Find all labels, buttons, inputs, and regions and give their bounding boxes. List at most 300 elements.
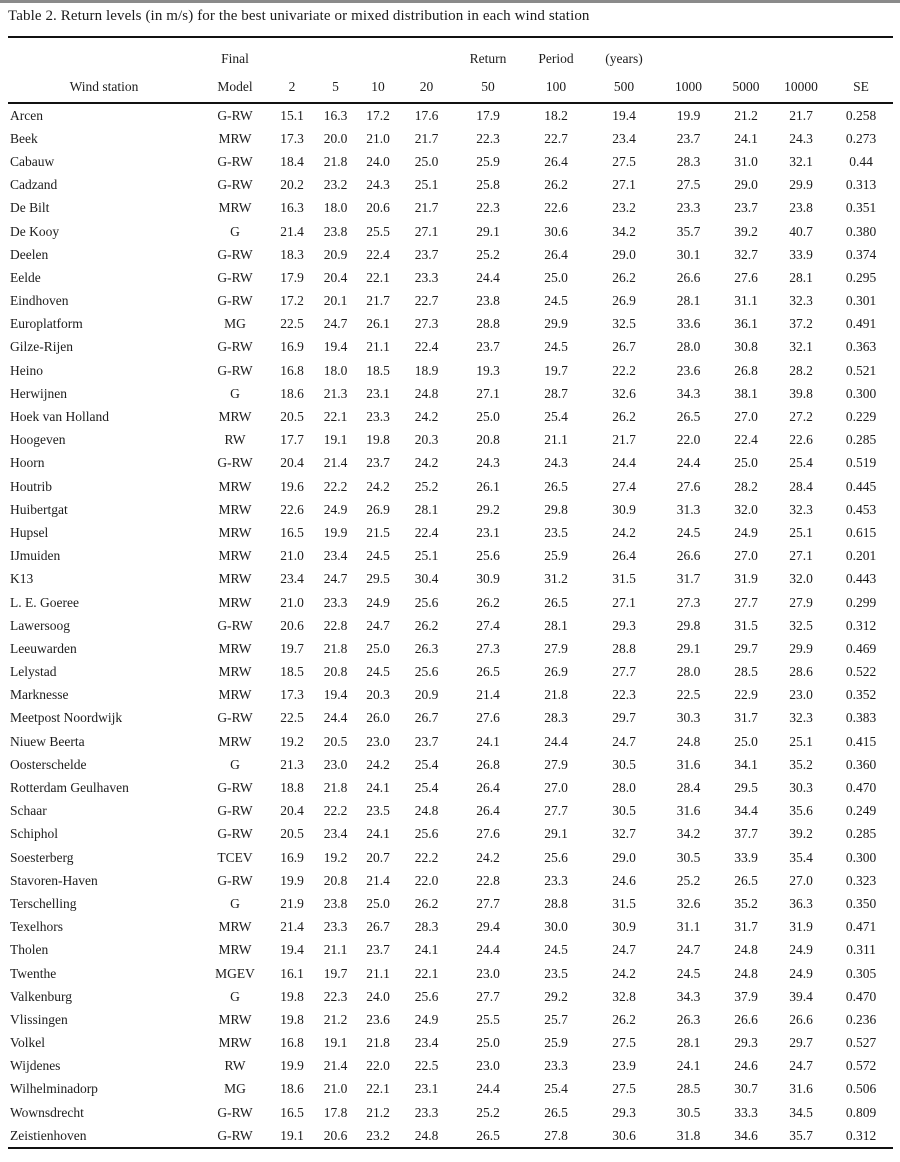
return-level-cell: 26.2 bbox=[612, 269, 636, 285]
se-cell: 0.453 bbox=[845, 501, 877, 517]
return-level-cell: 19.8 bbox=[280, 1011, 304, 1027]
return-level-cell: 24.7 bbox=[676, 942, 701, 958]
table-row bbox=[8, 1008, 893, 1031]
return-level-cell: 30.3 bbox=[789, 780, 813, 796]
table-row bbox=[8, 1055, 893, 1078]
station-cell: IJmuiden bbox=[10, 548, 61, 564]
return-level-cell: 27.4 bbox=[476, 617, 500, 633]
return-level-cell: 19.4 bbox=[612, 107, 636, 123]
model-cell: MRW bbox=[218, 687, 252, 703]
return-level-cell: 20.9 bbox=[414, 687, 439, 703]
table-row bbox=[8, 266, 893, 289]
return-level-cell: 19.4 bbox=[323, 687, 348, 703]
se-cell: 0.285 bbox=[845, 826, 877, 842]
column-header-wind-station: Wind station bbox=[69, 78, 139, 94]
return-level-cell: 19.4 bbox=[280, 942, 304, 958]
return-level-cell: 23.7 bbox=[676, 130, 701, 146]
return-level-cell: 22.3 bbox=[612, 687, 636, 703]
return-level-cell: 31.5 bbox=[612, 571, 636, 587]
return-level-cell: 18.6 bbox=[280, 385, 304, 401]
station-cell: Europlatform bbox=[10, 316, 83, 332]
return-level-cell: 31.3 bbox=[676, 501, 701, 517]
return-level-cell: 31.1 bbox=[676, 919, 701, 935]
return-level-cell: 31.0 bbox=[734, 153, 758, 169]
return-level-cell: 33.6 bbox=[676, 316, 701, 332]
return-level-cell: 24.8 bbox=[414, 1127, 439, 1143]
return-level-cell: 25.1 bbox=[414, 177, 439, 193]
return-level-cell: 18.9 bbox=[414, 362, 439, 378]
return-level-cell: 27.5 bbox=[612, 1081, 636, 1097]
return-level-cell: 24.7 bbox=[612, 733, 636, 749]
table-row bbox=[8, 290, 893, 313]
return-level-cell: 19.3 bbox=[476, 362, 500, 378]
station-cell: Rotterdam Geulhaven bbox=[10, 780, 129, 796]
return-level-cell: 26.1 bbox=[476, 478, 500, 494]
model-cell: MRW bbox=[218, 640, 252, 656]
return-level-cell: 18.0 bbox=[323, 362, 348, 378]
table-row bbox=[8, 568, 893, 591]
station-cell: Soesterberg bbox=[10, 849, 74, 865]
return-level-cell: 27.3 bbox=[476, 640, 500, 656]
station-cell: De Kooy bbox=[10, 223, 60, 239]
return-level-cell: 22.5 bbox=[414, 1058, 439, 1074]
se-cell: 0.249 bbox=[845, 803, 877, 819]
station-cell: Terschelling bbox=[10, 895, 77, 911]
return-level-cell: 30.9 bbox=[612, 501, 636, 517]
table-row bbox=[8, 174, 893, 197]
model-cell: G-RW bbox=[217, 1104, 253, 1120]
return-level-cell: 22.4 bbox=[734, 432, 758, 448]
table-row bbox=[8, 846, 893, 869]
return-level-cell: 24.6 bbox=[734, 1058, 758, 1074]
se-cell: 0.521 bbox=[845, 362, 877, 378]
return-level-cell: 22.3 bbox=[476, 200, 500, 216]
return-level-cell: 24.8 bbox=[414, 385, 439, 401]
return-level-cell: 25.4 bbox=[544, 409, 568, 425]
return-level-cell: 27.1 bbox=[612, 177, 636, 193]
se-cell: 0.374 bbox=[845, 246, 877, 262]
model-cell: G-RW bbox=[217, 362, 253, 378]
model-cell: MRW bbox=[218, 571, 252, 587]
return-level-cell: 36.1 bbox=[734, 316, 758, 332]
return-level-cell: 23.6 bbox=[676, 362, 701, 378]
return-level-cell: 32.6 bbox=[676, 895, 701, 911]
return-level-cell: 30.3 bbox=[676, 710, 701, 726]
return-level-cell: 26.7 bbox=[414, 710, 439, 726]
station-cell: Heino bbox=[10, 362, 43, 378]
return-level-cell: 22.0 bbox=[366, 1058, 390, 1074]
return-level-cell: 32.1 bbox=[789, 339, 813, 355]
return-level-cell: 26.2 bbox=[414, 617, 439, 633]
return-level-cell: 23.3 bbox=[366, 409, 390, 425]
return-level-cell: 26.2 bbox=[476, 594, 500, 610]
return-level-cell: 23.1 bbox=[476, 524, 500, 540]
return-level-cell: 23.2 bbox=[366, 1127, 390, 1143]
station-cell: K13 bbox=[10, 571, 34, 587]
column-header-10000: 10000 bbox=[784, 78, 818, 94]
model-cell: G-RW bbox=[217, 710, 253, 726]
station-cell: Beek bbox=[10, 130, 38, 146]
se-cell: 0.527 bbox=[845, 1035, 877, 1051]
return-level-cell: 26.5 bbox=[676, 409, 701, 425]
return-level-cell: 29.1 bbox=[544, 826, 568, 842]
return-level-cell: 34.5 bbox=[789, 1104, 813, 1120]
station-cell: Lawersoog bbox=[10, 617, 70, 633]
header-return-word: Return bbox=[469, 51, 507, 66]
table-row bbox=[8, 336, 893, 359]
se-cell: 0.350 bbox=[845, 895, 877, 911]
return-level-cell: 27.2 bbox=[789, 409, 813, 425]
return-level-cell: 29.2 bbox=[476, 501, 500, 517]
return-level-cell: 24.7 bbox=[612, 942, 636, 958]
return-level-cell: 27.1 bbox=[789, 548, 813, 564]
return-level-cell: 23.5 bbox=[544, 965, 568, 981]
return-level-cell: 28.8 bbox=[612, 640, 636, 656]
se-cell: 0.572 bbox=[845, 1058, 877, 1074]
station-cell: Marknesse bbox=[10, 687, 69, 703]
return-level-cell: 31.9 bbox=[789, 919, 813, 935]
return-level-cell: 25.5 bbox=[476, 1011, 500, 1027]
model-cell: MRW bbox=[218, 524, 252, 540]
table-row bbox=[8, 197, 893, 220]
return-level-cell: 23.4 bbox=[280, 571, 304, 587]
return-level-cell: 28.1 bbox=[676, 1035, 701, 1051]
station-cell: Wijdenes bbox=[10, 1058, 61, 1074]
return-level-cell: 19.9 bbox=[676, 107, 701, 123]
return-level-cell: 24.2 bbox=[414, 455, 439, 471]
return-level-cell: 19.1 bbox=[323, 432, 348, 448]
return-level-cell: 21.8 bbox=[323, 780, 348, 796]
return-level-cell: 33.3 bbox=[734, 1104, 758, 1120]
return-level-cell: 29.9 bbox=[544, 316, 568, 332]
return-level-cell: 24.7 bbox=[323, 316, 348, 332]
return-level-cell: 23.0 bbox=[789, 687, 813, 703]
return-level-cell: 20.3 bbox=[366, 687, 390, 703]
return-level-cell: 39.8 bbox=[789, 385, 813, 401]
return-level-cell: 29.9 bbox=[789, 177, 813, 193]
se-cell: 0.383 bbox=[845, 710, 877, 726]
station-cell: Hoek van Holland bbox=[10, 409, 109, 425]
return-level-cell: 27.0 bbox=[544, 780, 568, 796]
return-level-cell: 28.8 bbox=[544, 895, 568, 911]
column-header-5: 5 bbox=[332, 78, 339, 94]
return-level-cell: 16.1 bbox=[280, 965, 304, 981]
return-level-cell: 23.2 bbox=[323, 177, 348, 193]
se-cell: 0.273 bbox=[845, 130, 877, 146]
return-level-cell: 21.2 bbox=[366, 1104, 390, 1120]
return-level-cell: 17.3 bbox=[280, 130, 304, 146]
se-cell: 0.258 bbox=[845, 107, 877, 123]
se-cell: 0.352 bbox=[845, 687, 877, 703]
return-level-cell: 26.4 bbox=[476, 803, 500, 819]
return-level-cell: 28.3 bbox=[414, 919, 439, 935]
return-level-cell: 20.3 bbox=[414, 432, 439, 448]
model-cell: G bbox=[230, 385, 240, 401]
return-level-cell: 22.1 bbox=[414, 965, 439, 981]
station-cell: Wownsdrecht bbox=[10, 1104, 84, 1120]
return-level-cell: 16.8 bbox=[280, 1035, 304, 1051]
column-header-model: Model bbox=[217, 78, 253, 94]
return-level-cell: 24.1 bbox=[476, 733, 500, 749]
model-cell: G-RW bbox=[217, 153, 253, 169]
return-level-cell: 25.1 bbox=[414, 548, 439, 564]
return-level-cell: 23.7 bbox=[476, 339, 500, 355]
return-level-cell: 22.4 bbox=[366, 246, 390, 262]
table-row bbox=[8, 452, 893, 475]
model-cell: G-RW bbox=[217, 107, 253, 123]
return-level-cell: 18.5 bbox=[280, 664, 304, 680]
return-level-cell: 27.3 bbox=[676, 594, 701, 610]
return-level-cell: 19.7 bbox=[544, 362, 568, 378]
return-level-cell: 21.4 bbox=[366, 872, 390, 888]
return-level-cell: 26.9 bbox=[544, 664, 568, 680]
return-level-cell: 15.1 bbox=[280, 107, 304, 123]
table-row bbox=[8, 962, 893, 985]
return-level-cell: 30.9 bbox=[612, 919, 636, 935]
return-level-cell: 24.2 bbox=[476, 849, 500, 865]
se-cell: 0.415 bbox=[845, 733, 877, 749]
return-level-cell: 24.2 bbox=[366, 478, 390, 494]
model-cell: MRW bbox=[218, 548, 252, 564]
return-level-cell: 32.7 bbox=[612, 826, 636, 842]
return-level-cell: 25.6 bbox=[476, 548, 500, 564]
return-level-cell: 27.0 bbox=[789, 872, 813, 888]
se-cell: 0.443 bbox=[845, 571, 877, 587]
return-level-cell: 26.6 bbox=[676, 548, 701, 564]
return-level-cell: 27.8 bbox=[544, 1127, 568, 1143]
station-cell: Valkenburg bbox=[10, 988, 72, 1004]
table-row bbox=[8, 707, 893, 730]
return-level-cell: 19.7 bbox=[323, 965, 348, 981]
table-row bbox=[8, 243, 893, 266]
return-level-cell: 26.4 bbox=[544, 153, 568, 169]
model-cell: MRW bbox=[218, 1035, 252, 1051]
return-level-cell: 19.2 bbox=[280, 733, 304, 749]
table-header bbox=[8, 37, 893, 103]
return-level-cell: 25.1 bbox=[789, 524, 813, 540]
return-level-cell: 27.6 bbox=[734, 269, 758, 285]
return-level-cell: 35.6 bbox=[789, 803, 813, 819]
return-level-cell: 20.4 bbox=[323, 269, 348, 285]
return-level-cell: 34.3 bbox=[676, 988, 701, 1004]
station-cell: Zeistienhoven bbox=[10, 1127, 87, 1143]
return-level-cell: 31.7 bbox=[734, 710, 758, 726]
return-level-cell: 22.5 bbox=[676, 687, 701, 703]
return-level-cell: 24.7 bbox=[323, 571, 348, 587]
se-cell: 0.229 bbox=[845, 409, 877, 425]
return-level-cell: 25.0 bbox=[734, 455, 758, 471]
return-level-cell: 32.3 bbox=[789, 293, 813, 309]
return-level-cell: 24.5 bbox=[366, 548, 390, 564]
return-level-cell: 35.7 bbox=[676, 223, 701, 239]
table-row bbox=[8, 1124, 893, 1148]
return-level-cell: 27.6 bbox=[476, 710, 500, 726]
return-level-cell: 24.1 bbox=[414, 942, 439, 958]
return-level-cell: 29.5 bbox=[734, 780, 758, 796]
return-level-cell: 27.7 bbox=[476, 895, 500, 911]
return-level-cell: 38.1 bbox=[734, 385, 758, 401]
return-level-cell: 24.9 bbox=[789, 942, 813, 958]
return-level-cell: 31.9 bbox=[734, 571, 758, 587]
return-level-cell: 24.9 bbox=[323, 501, 348, 517]
return-level-cell: 27.1 bbox=[612, 594, 636, 610]
return-level-cell: 20.1 bbox=[323, 293, 348, 309]
return-level-cell: 24.4 bbox=[476, 942, 500, 958]
return-level-cell: 21.0 bbox=[280, 548, 304, 564]
return-level-cell: 26.6 bbox=[789, 1011, 813, 1027]
return-level-cell: 25.2 bbox=[476, 1104, 500, 1120]
return-level-cell: 26.8 bbox=[476, 756, 500, 772]
return-level-cell: 24.2 bbox=[612, 524, 636, 540]
table-row bbox=[8, 1101, 893, 1124]
return-level-cell: 27.6 bbox=[476, 826, 500, 842]
return-level-cell: 25.9 bbox=[544, 548, 568, 564]
return-level-cell: 22.6 bbox=[789, 432, 813, 448]
return-level-cell: 26.5 bbox=[734, 872, 758, 888]
return-level-cell: 22.1 bbox=[323, 409, 348, 425]
return-level-cell: 17.8 bbox=[323, 1104, 348, 1120]
return-level-cell: 25.0 bbox=[734, 733, 758, 749]
return-level-cell: 35.2 bbox=[789, 756, 813, 772]
return-level-cell: 20.6 bbox=[280, 617, 304, 633]
station-cell: Oosterschelde bbox=[10, 756, 87, 772]
table-caption: Table 2. Return levels (in m/s) for the best univariate or mixed distribution in each wind station bbox=[8, 8, 590, 24]
return-level-cell: 26.5 bbox=[544, 594, 568, 610]
return-level-cell: 29.8 bbox=[676, 617, 701, 633]
return-level-cell: 16.3 bbox=[280, 200, 304, 216]
return-level-cell: 23.0 bbox=[323, 756, 348, 772]
return-level-cell: 16.8 bbox=[280, 362, 304, 378]
return-level-cell: 29.4 bbox=[476, 919, 500, 935]
se-cell: 0.491 bbox=[845, 316, 877, 332]
return-level-cell: 31.2 bbox=[544, 571, 568, 587]
return-level-cell: 34.2 bbox=[612, 223, 636, 239]
return-level-cell: 27.3 bbox=[414, 316, 439, 332]
return-level-cell: 28.7 bbox=[544, 385, 568, 401]
return-level-cell: 23.0 bbox=[476, 1058, 500, 1074]
return-level-cell: 37.7 bbox=[734, 826, 758, 842]
se-cell: 0.363 bbox=[845, 339, 877, 355]
scan-edge-line bbox=[0, 0, 900, 3]
return-level-cell: 24.3 bbox=[544, 455, 568, 471]
station-cell: Volkel bbox=[10, 1035, 46, 1051]
se-cell: 0.311 bbox=[846, 942, 876, 958]
se-cell: 0.360 bbox=[845, 756, 877, 772]
station-cell: Houtrib bbox=[10, 478, 52, 494]
return-level-cell: 22.8 bbox=[323, 617, 348, 633]
model-cell: MRW bbox=[218, 478, 252, 494]
return-level-cell: 20.5 bbox=[323, 733, 348, 749]
se-cell: 0.312 bbox=[845, 617, 877, 633]
return-level-cell: 25.0 bbox=[476, 409, 500, 425]
table-row bbox=[8, 150, 893, 173]
return-level-cell: 19.1 bbox=[280, 1127, 304, 1143]
return-level-cell: 30.8 bbox=[734, 339, 758, 355]
table-row bbox=[8, 892, 893, 915]
return-level-cell: 25.0 bbox=[366, 640, 390, 656]
return-level-cell: 29.9 bbox=[789, 640, 813, 656]
return-level-cell: 26.1 bbox=[366, 316, 390, 332]
model-cell: MRW bbox=[218, 919, 252, 935]
return-level-cell: 17.2 bbox=[366, 107, 390, 123]
table-row bbox=[8, 684, 893, 707]
return-level-cell: 28.0 bbox=[676, 339, 701, 355]
return-level-cell: 31.7 bbox=[734, 919, 758, 935]
return-level-cell: 19.4 bbox=[323, 339, 348, 355]
return-level-cell: 23.7 bbox=[366, 455, 390, 471]
return-level-cell: 23.5 bbox=[544, 524, 568, 540]
return-level-cell: 25.0 bbox=[414, 153, 439, 169]
return-level-cell: 25.9 bbox=[476, 153, 500, 169]
return-level-cell: 22.7 bbox=[544, 130, 568, 146]
table-row bbox=[8, 939, 893, 962]
column-header-5000: 5000 bbox=[732, 78, 760, 94]
return-level-cell: 25.4 bbox=[789, 455, 813, 471]
return-level-cell: 23.7 bbox=[414, 733, 439, 749]
return-level-cell: 18.2 bbox=[544, 107, 568, 123]
return-level-cell: 31.6 bbox=[676, 803, 701, 819]
return-level-cell: 28.4 bbox=[789, 478, 813, 494]
return-level-cell: 28.1 bbox=[544, 617, 568, 633]
return-level-cell: 26.4 bbox=[612, 548, 636, 564]
return-level-cell: 21.3 bbox=[323, 385, 348, 401]
se-cell: 0.380 bbox=[845, 223, 877, 239]
return-level-cell: 17.9 bbox=[476, 107, 500, 123]
model-cell: MRW bbox=[218, 409, 252, 425]
return-level-cell: 26.7 bbox=[612, 339, 636, 355]
return-level-cell: 30.5 bbox=[676, 849, 701, 865]
return-level-cell: 24.4 bbox=[612, 455, 636, 471]
return-level-cell: 32.6 bbox=[612, 385, 636, 401]
return-level-cell: 24.0 bbox=[366, 153, 390, 169]
model-cell: G-RW bbox=[217, 246, 253, 262]
model-cell: G-RW bbox=[217, 177, 253, 193]
se-cell: 0.323 bbox=[845, 872, 877, 888]
model-cell: TCEV bbox=[217, 849, 253, 865]
return-level-cell: 35.7 bbox=[789, 1127, 813, 1143]
return-level-cell: 30.5 bbox=[612, 803, 636, 819]
header-period-word: Period bbox=[538, 51, 574, 66]
se-cell: 0.522 bbox=[845, 664, 877, 680]
return-level-cell: 26.5 bbox=[544, 478, 568, 494]
return-level-cell: 17.2 bbox=[280, 293, 304, 309]
return-level-cell: 24.4 bbox=[476, 269, 500, 285]
se-cell: 0.313 bbox=[845, 177, 877, 193]
station-cell: Lelystad bbox=[10, 664, 57, 680]
return-level-cell: 31.6 bbox=[789, 1081, 813, 1097]
return-level-cell: 26.7 bbox=[366, 919, 390, 935]
model-cell: MRW bbox=[218, 200, 252, 216]
return-level-cell: 27.9 bbox=[544, 756, 568, 772]
return-level-cell: 16.9 bbox=[280, 849, 304, 865]
return-level-cell: 18.8 bbox=[280, 780, 304, 796]
return-level-cell: 20.8 bbox=[323, 664, 348, 680]
return-level-cell: 33.9 bbox=[734, 849, 758, 865]
return-level-cell: 21.8 bbox=[544, 687, 568, 703]
table-row bbox=[8, 869, 893, 892]
return-level-cell: 22.5 bbox=[280, 710, 304, 726]
return-level-cell: 31.1 bbox=[734, 293, 758, 309]
return-level-cell: 24.1 bbox=[676, 1058, 701, 1074]
return-level-cell: 20.9 bbox=[323, 246, 348, 262]
table-row bbox=[8, 127, 893, 150]
table-row bbox=[8, 614, 893, 637]
return-level-cell: 25.0 bbox=[476, 1035, 500, 1051]
return-level-cell: 37.9 bbox=[734, 988, 758, 1004]
return-level-cell: 29.3 bbox=[612, 1104, 636, 1120]
table-row bbox=[8, 985, 893, 1008]
return-level-cell: 21.7 bbox=[414, 200, 439, 216]
